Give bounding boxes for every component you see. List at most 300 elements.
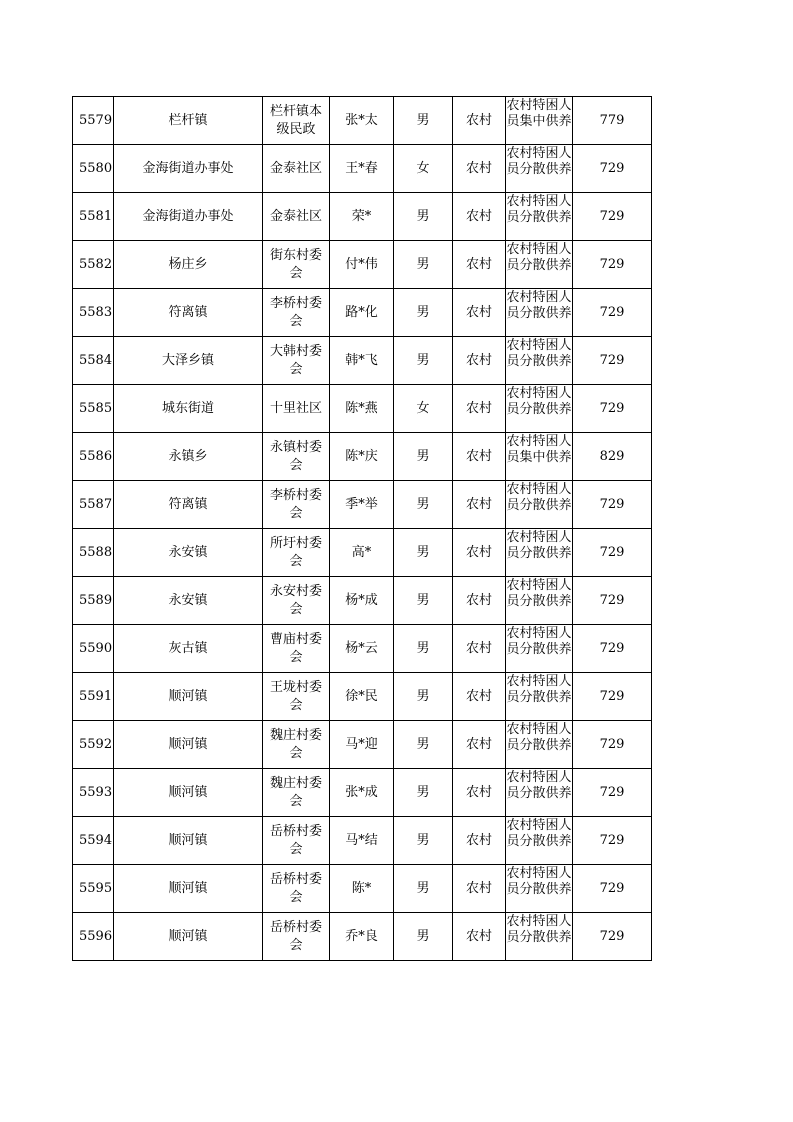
amount-text: 729 bbox=[599, 784, 625, 800]
serial-number-cell bbox=[73, 769, 114, 817]
serial-number-cell bbox=[73, 337, 114, 385]
support-type-text: 农村特困人员分散供养 bbox=[506, 674, 572, 705]
support-type-cell bbox=[506, 721, 573, 769]
area-type-cell bbox=[453, 481, 506, 529]
gender-text: 男 bbox=[416, 880, 430, 896]
town-text: 符离镇 bbox=[168, 496, 208, 512]
town-text: 顺河镇 bbox=[168, 688, 208, 704]
area-type-text: 农村 bbox=[465, 640, 492, 656]
serial-number-cell bbox=[73, 193, 114, 241]
person-name-cell bbox=[330, 193, 394, 241]
table-row bbox=[73, 577, 652, 625]
amount-text: 729 bbox=[599, 208, 625, 224]
village-committee-text: 栏杆镇本级民政 bbox=[269, 103, 322, 137]
person-name-cell bbox=[330, 913, 394, 961]
serial-number-text: 5591 bbox=[79, 688, 113, 704]
support-type-text: 农村特困人员分散供养 bbox=[506, 818, 572, 849]
gender-text: 男 bbox=[416, 736, 430, 752]
table-row bbox=[73, 337, 652, 385]
area-type-text: 农村 bbox=[465, 880, 492, 896]
village-committee-cell bbox=[263, 817, 330, 865]
amount-cell bbox=[573, 145, 652, 193]
amount-cell bbox=[573, 865, 652, 913]
village-committee-cell bbox=[263, 769, 330, 817]
amount-text: 729 bbox=[599, 832, 625, 848]
town-text: 永镇乡 bbox=[168, 448, 208, 464]
serial-number-cell bbox=[73, 625, 114, 673]
support-type-cell bbox=[506, 337, 573, 385]
village-committee-text: 李桥村委会 bbox=[269, 295, 322, 329]
person-name-text: 陈*庆 bbox=[345, 448, 378, 464]
support-type-text: 农村特困人员分散供养 bbox=[506, 290, 572, 321]
area-type-cell bbox=[453, 625, 506, 673]
town-text: 城东街道 bbox=[161, 400, 214, 416]
amount-text: 729 bbox=[599, 256, 625, 272]
support-type-cell bbox=[506, 529, 573, 577]
village-committee-text: 大韩村委会 bbox=[269, 343, 322, 377]
area-type-text: 农村 bbox=[465, 256, 492, 272]
support-type-cell bbox=[506, 913, 573, 961]
village-committee-cell bbox=[263, 865, 330, 913]
table-body bbox=[73, 97, 652, 961]
amount-cell bbox=[573, 721, 652, 769]
village-committee-cell bbox=[263, 625, 330, 673]
amount-text: 729 bbox=[599, 640, 625, 656]
support-type-cell bbox=[506, 289, 573, 337]
person-name-cell bbox=[330, 97, 394, 145]
area-type-cell bbox=[453, 769, 506, 817]
person-name-cell bbox=[330, 577, 394, 625]
village-committee-cell bbox=[263, 529, 330, 577]
amount-text: 729 bbox=[599, 688, 625, 704]
area-type-text: 农村 bbox=[465, 736, 492, 752]
gender-text: 男 bbox=[416, 640, 430, 656]
table-row bbox=[73, 817, 652, 865]
support-type-text: 农村特困人员分散供养 bbox=[506, 914, 572, 945]
serial-number-text: 5587 bbox=[79, 496, 113, 512]
area-type-text: 农村 bbox=[465, 592, 492, 608]
gender-cell bbox=[394, 577, 453, 625]
village-committee-text: 金泰社区 bbox=[269, 208, 322, 224]
area-type-cell bbox=[453, 673, 506, 721]
serial-number-cell bbox=[73, 241, 114, 289]
area-type-text: 农村 bbox=[465, 448, 492, 464]
amount-text: 729 bbox=[599, 400, 625, 416]
table-row bbox=[73, 385, 652, 433]
area-type-cell bbox=[453, 337, 506, 385]
area-type-cell bbox=[453, 289, 506, 337]
gender-cell bbox=[394, 721, 453, 769]
table-row bbox=[73, 481, 652, 529]
area-type-cell bbox=[453, 721, 506, 769]
village-committee-cell bbox=[263, 337, 330, 385]
village-committee-text: 所圩村委会 bbox=[269, 535, 322, 569]
amount-cell bbox=[573, 529, 652, 577]
town-cell bbox=[114, 673, 263, 721]
gender-cell bbox=[394, 337, 453, 385]
village-committee-cell bbox=[263, 913, 330, 961]
town-cell bbox=[114, 433, 263, 481]
person-name-cell bbox=[330, 385, 394, 433]
support-type-text: 农村特困人员分散供养 bbox=[506, 146, 572, 177]
village-committee-text: 魏庄村委会 bbox=[269, 775, 322, 809]
serial-number-cell bbox=[73, 913, 114, 961]
town-cell bbox=[114, 577, 263, 625]
support-type-cell bbox=[506, 433, 573, 481]
amount-cell bbox=[573, 385, 652, 433]
area-type-text: 农村 bbox=[465, 208, 492, 224]
gender-text: 男 bbox=[416, 112, 430, 128]
town-cell bbox=[114, 97, 263, 145]
amount-text: 729 bbox=[599, 352, 625, 368]
village-committee-text: 永安村委会 bbox=[269, 583, 322, 617]
town-text: 顺河镇 bbox=[168, 928, 208, 944]
gender-text: 男 bbox=[416, 928, 430, 944]
serial-number-text: 5588 bbox=[79, 544, 113, 560]
gender-text: 女 bbox=[416, 160, 430, 176]
gender-text: 男 bbox=[416, 544, 430, 560]
town-cell bbox=[114, 913, 263, 961]
gender-text: 男 bbox=[416, 592, 430, 608]
support-type-text: 农村特困人员分散供养 bbox=[506, 722, 572, 753]
support-type-cell bbox=[506, 481, 573, 529]
serial-number-cell bbox=[73, 289, 114, 337]
serial-number-text: 5584 bbox=[79, 352, 113, 368]
amount-cell bbox=[573, 817, 652, 865]
gender-text: 男 bbox=[416, 352, 430, 368]
serial-number-cell bbox=[73, 481, 114, 529]
village-committee-cell bbox=[263, 385, 330, 433]
town-text: 栏杆镇 bbox=[168, 112, 208, 128]
town-cell bbox=[114, 145, 263, 193]
area-type-text: 农村 bbox=[465, 832, 492, 848]
amount-cell bbox=[573, 673, 652, 721]
person-name-cell bbox=[330, 241, 394, 289]
person-name-cell bbox=[330, 529, 394, 577]
village-committee-cell bbox=[263, 145, 330, 193]
town-text: 顺河镇 bbox=[168, 880, 208, 896]
support-type-text: 农村特困人员分散供养 bbox=[506, 578, 572, 609]
support-type-cell bbox=[506, 673, 573, 721]
amount-cell bbox=[573, 481, 652, 529]
village-committee-cell bbox=[263, 241, 330, 289]
town-cell bbox=[114, 625, 263, 673]
village-committee-text: 街东村委会 bbox=[269, 247, 322, 281]
person-name-text: 杨*成 bbox=[345, 592, 378, 608]
serial-number-text: 5593 bbox=[79, 784, 113, 800]
town-cell bbox=[114, 481, 263, 529]
town-text: 灰古镇 bbox=[168, 640, 208, 656]
support-type-cell bbox=[506, 193, 573, 241]
town-text: 金海街道办事处 bbox=[142, 160, 234, 176]
village-committee-text: 金泰社区 bbox=[269, 160, 322, 176]
area-type-cell bbox=[453, 145, 506, 193]
area-type-text: 农村 bbox=[465, 544, 492, 560]
amount-cell bbox=[573, 289, 652, 337]
town-cell bbox=[114, 817, 263, 865]
support-type-text: 农村特困人员集中供养 bbox=[506, 434, 572, 465]
serial-number-cell bbox=[73, 865, 114, 913]
area-type-cell bbox=[453, 865, 506, 913]
area-type-cell bbox=[453, 433, 506, 481]
gender-text: 女 bbox=[416, 400, 430, 416]
gender-cell bbox=[394, 529, 453, 577]
amount-text: 729 bbox=[599, 880, 625, 896]
gender-cell bbox=[394, 241, 453, 289]
person-name-text: 陈* bbox=[351, 880, 372, 896]
table-row bbox=[73, 289, 652, 337]
table-row bbox=[73, 97, 652, 145]
table-row bbox=[73, 529, 652, 577]
village-committee-cell bbox=[263, 577, 330, 625]
serial-number-cell bbox=[73, 433, 114, 481]
person-name-text: 荣* bbox=[351, 208, 372, 224]
table-row bbox=[73, 625, 652, 673]
support-type-cell bbox=[506, 817, 573, 865]
gender-text: 男 bbox=[416, 448, 430, 464]
gender-cell bbox=[394, 433, 453, 481]
amount-text: 729 bbox=[599, 544, 625, 560]
village-committee-text: 岳桥村委会 bbox=[269, 919, 322, 953]
support-type-cell bbox=[506, 145, 573, 193]
serial-number-text: 5590 bbox=[79, 640, 113, 656]
support-type-text: 农村特困人员分散供养 bbox=[506, 626, 572, 657]
village-committee-text: 曹庙村委会 bbox=[269, 631, 322, 665]
village-committee-text: 岳桥村委会 bbox=[269, 823, 322, 857]
support-type-text: 农村特困人员分散供养 bbox=[506, 242, 572, 273]
table-row bbox=[73, 913, 652, 961]
town-text: 大泽乡镇 bbox=[161, 352, 214, 368]
town-cell bbox=[114, 529, 263, 577]
amount-cell bbox=[573, 577, 652, 625]
person-name-text: 张*成 bbox=[345, 784, 378, 800]
serial-number-text: 5589 bbox=[79, 592, 113, 608]
serial-number-cell bbox=[73, 385, 114, 433]
serial-number-text: 5580 bbox=[79, 160, 113, 176]
area-type-cell bbox=[453, 97, 506, 145]
area-type-cell bbox=[453, 385, 506, 433]
serial-number-text: 5582 bbox=[79, 256, 113, 272]
village-committee-text: 岳桥村委会 bbox=[269, 871, 322, 905]
serial-number-text: 5579 bbox=[79, 112, 113, 128]
amount-cell bbox=[573, 769, 652, 817]
support-type-cell bbox=[506, 865, 573, 913]
person-name-text: 马*迎 bbox=[345, 736, 378, 752]
person-name-text: 张*太 bbox=[345, 112, 378, 128]
village-committee-cell bbox=[263, 193, 330, 241]
gender-text: 男 bbox=[416, 688, 430, 704]
village-committee-cell bbox=[263, 721, 330, 769]
town-text: 杨庄乡 bbox=[168, 256, 208, 272]
person-name-text: 王*春 bbox=[345, 160, 378, 176]
person-name-text: 韩*飞 bbox=[345, 352, 378, 368]
person-name-text: 乔*良 bbox=[345, 928, 378, 944]
support-type-text: 农村特困人员分散供养 bbox=[506, 386, 572, 417]
village-committee-text: 魏庄村委会 bbox=[269, 727, 322, 761]
amount-cell bbox=[573, 193, 652, 241]
person-name-text: 季*举 bbox=[345, 496, 378, 512]
village-committee-cell bbox=[263, 673, 330, 721]
support-type-cell bbox=[506, 97, 573, 145]
gender-cell bbox=[394, 865, 453, 913]
support-type-cell bbox=[506, 385, 573, 433]
village-committee-cell bbox=[263, 97, 330, 145]
serial-number-text: 5585 bbox=[79, 400, 113, 416]
support-type-cell bbox=[506, 577, 573, 625]
gender-text: 男 bbox=[416, 304, 430, 320]
area-type-text: 农村 bbox=[465, 160, 492, 176]
person-name-cell bbox=[330, 481, 394, 529]
town-cell bbox=[114, 289, 263, 337]
gender-text: 男 bbox=[416, 832, 430, 848]
town-text: 符离镇 bbox=[168, 304, 208, 320]
amount-text: 729 bbox=[599, 160, 625, 176]
area-type-cell bbox=[453, 817, 506, 865]
area-type-text: 农村 bbox=[465, 400, 492, 416]
town-text: 永安镇 bbox=[168, 544, 208, 560]
amount-cell bbox=[573, 433, 652, 481]
village-committee-cell bbox=[263, 481, 330, 529]
amount-cell bbox=[573, 625, 652, 673]
serial-number-text: 5596 bbox=[79, 928, 113, 944]
town-cell bbox=[114, 721, 263, 769]
town-text: 永安镇 bbox=[168, 592, 208, 608]
person-name-text: 杨*云 bbox=[345, 640, 378, 656]
table-row bbox=[73, 721, 652, 769]
amount-text: 829 bbox=[599, 448, 625, 464]
person-name-cell bbox=[330, 289, 394, 337]
serial-number-text: 5586 bbox=[79, 448, 113, 464]
gender-cell bbox=[394, 385, 453, 433]
serial-number-text: 5594 bbox=[79, 832, 113, 848]
gender-cell bbox=[394, 673, 453, 721]
support-type-text: 农村特困人员分散供养 bbox=[506, 482, 572, 513]
amount-cell bbox=[573, 337, 652, 385]
person-name-cell bbox=[330, 337, 394, 385]
area-type-text: 农村 bbox=[465, 688, 492, 704]
person-name-text: 陈*燕 bbox=[345, 400, 378, 416]
gender-text: 男 bbox=[416, 784, 430, 800]
person-name-cell bbox=[330, 145, 394, 193]
area-type-cell bbox=[453, 193, 506, 241]
person-name-text: 徐*民 bbox=[345, 688, 378, 704]
gender-cell bbox=[394, 625, 453, 673]
support-type-text: 农村特困人员分散供养 bbox=[506, 770, 572, 801]
support-type-text: 农村特困人员分散供养 bbox=[506, 338, 572, 369]
person-name-cell bbox=[330, 865, 394, 913]
person-name-text: 路*化 bbox=[345, 304, 378, 320]
area-type-text: 农村 bbox=[465, 304, 492, 320]
gender-cell bbox=[394, 817, 453, 865]
gender-text: 男 bbox=[416, 208, 430, 224]
table-row bbox=[73, 145, 652, 193]
table-row bbox=[73, 193, 652, 241]
gender-cell bbox=[394, 145, 453, 193]
amount-text: 729 bbox=[599, 736, 625, 752]
town-text: 顺河镇 bbox=[168, 832, 208, 848]
town-cell bbox=[114, 241, 263, 289]
person-name-text: 付*伟 bbox=[345, 256, 378, 272]
person-name-cell bbox=[330, 433, 394, 481]
amount-cell bbox=[573, 241, 652, 289]
gender-text: 男 bbox=[416, 256, 430, 272]
serial-number-cell bbox=[73, 529, 114, 577]
support-type-cell bbox=[506, 769, 573, 817]
gender-text: 男 bbox=[416, 496, 430, 512]
support-type-text: 农村特困人员集中供养 bbox=[506, 98, 572, 129]
town-cell bbox=[114, 193, 263, 241]
serial-number-text: 5595 bbox=[79, 880, 113, 896]
town-cell bbox=[114, 337, 263, 385]
serial-number-cell bbox=[73, 673, 114, 721]
area-type-text: 农村 bbox=[465, 784, 492, 800]
gender-cell bbox=[394, 769, 453, 817]
area-type-text: 农村 bbox=[465, 352, 492, 368]
serial-number-text: 5583 bbox=[79, 304, 113, 320]
area-type-text: 农村 bbox=[465, 928, 492, 944]
serial-number-cell bbox=[73, 145, 114, 193]
area-type-text: 农村 bbox=[465, 496, 492, 512]
serial-number-text: 5581 bbox=[79, 208, 113, 224]
gender-cell bbox=[394, 289, 453, 337]
gender-cell bbox=[394, 481, 453, 529]
person-name-cell bbox=[330, 625, 394, 673]
village-committee-text: 王垅村委会 bbox=[269, 679, 322, 713]
town-cell bbox=[114, 865, 263, 913]
support-type-cell bbox=[506, 241, 573, 289]
town-cell bbox=[114, 769, 263, 817]
village-committee-cell bbox=[263, 289, 330, 337]
person-name-cell bbox=[330, 769, 394, 817]
amount-text: 729 bbox=[599, 304, 625, 320]
person-name-cell bbox=[330, 817, 394, 865]
person-name-cell bbox=[330, 721, 394, 769]
gender-cell bbox=[394, 97, 453, 145]
relief-roster-table bbox=[72, 96, 652, 961]
table-row bbox=[73, 433, 652, 481]
amount-text: 729 bbox=[599, 592, 625, 608]
table-row bbox=[73, 769, 652, 817]
serial-number-cell bbox=[73, 721, 114, 769]
gender-cell bbox=[394, 193, 453, 241]
town-text: 顺河镇 bbox=[168, 736, 208, 752]
village-committee-text: 十里社区 bbox=[269, 400, 322, 416]
gender-cell bbox=[394, 913, 453, 961]
area-type-cell bbox=[453, 913, 506, 961]
amount-text: 729 bbox=[599, 928, 625, 944]
town-text: 顺河镇 bbox=[168, 784, 208, 800]
amount-text: 779 bbox=[599, 112, 625, 128]
serial-number-cell bbox=[73, 817, 114, 865]
area-type-cell bbox=[453, 241, 506, 289]
village-committee-text: 永镇村委会 bbox=[269, 439, 322, 473]
support-type-text: 农村特困人员分散供养 bbox=[506, 866, 572, 897]
serial-number-cell bbox=[73, 97, 114, 145]
person-name-text: 马*结 bbox=[345, 832, 378, 848]
area-type-cell bbox=[453, 529, 506, 577]
amount-text: 729 bbox=[599, 496, 625, 512]
person-name-text: 高* bbox=[351, 544, 372, 560]
serial-number-cell bbox=[73, 577, 114, 625]
table-row bbox=[73, 865, 652, 913]
serial-number-text: 5592 bbox=[79, 736, 113, 752]
amount-cell bbox=[573, 913, 652, 961]
support-type-text: 农村特困人员分散供养 bbox=[506, 530, 572, 561]
table-row bbox=[73, 673, 652, 721]
town-cell bbox=[114, 385, 263, 433]
village-committee-text: 李桥村委会 bbox=[269, 487, 322, 521]
person-name-cell bbox=[330, 673, 394, 721]
